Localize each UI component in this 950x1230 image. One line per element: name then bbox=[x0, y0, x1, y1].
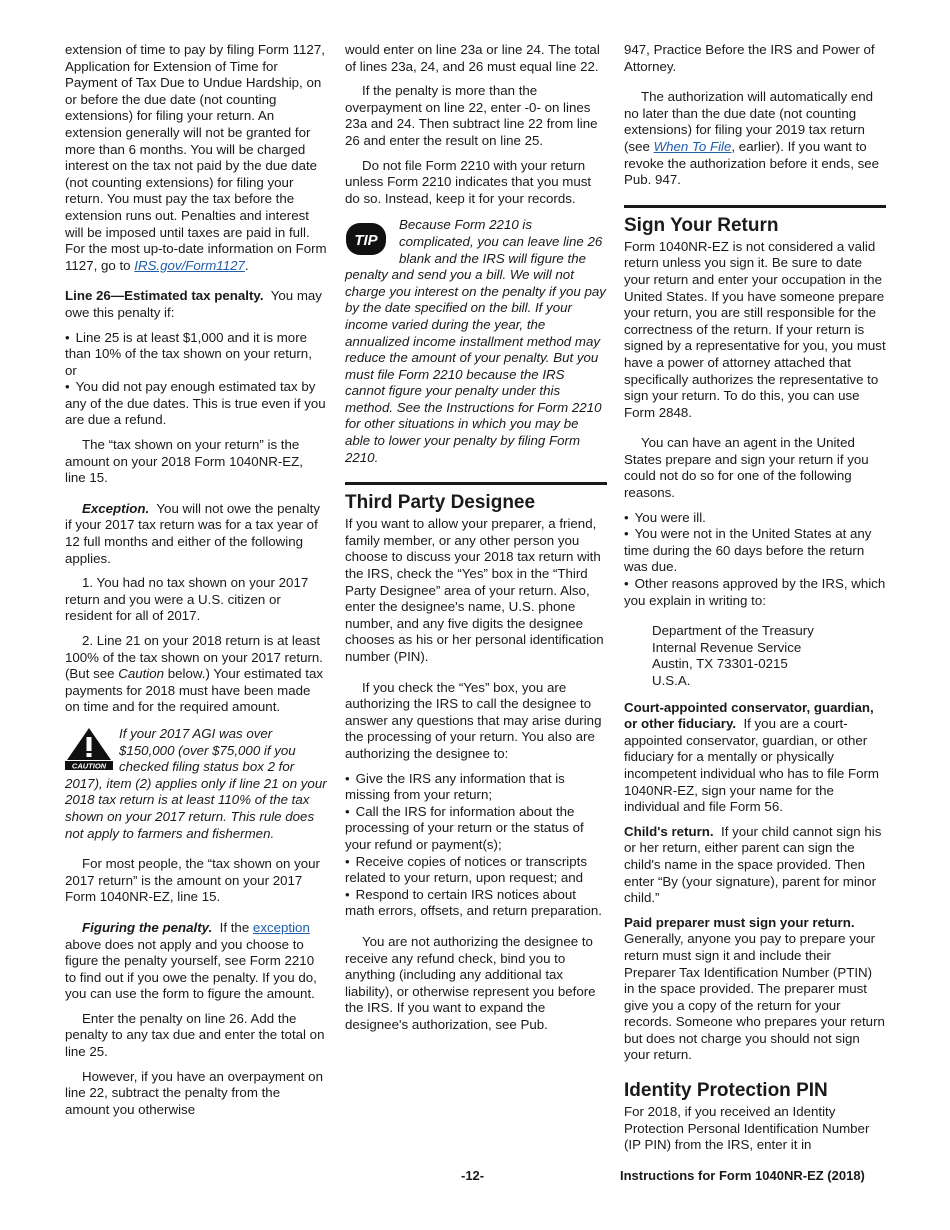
list-item: • You were ill. bbox=[624, 510, 886, 527]
paragraph: You can have an agent in the United States prepare and sign your return if you could not do so for one of the following reasons. bbox=[624, 435, 869, 501]
paragraph: For 2018, if you received an Identity Protection Personal Identification Number (IP PIN) from the IRS, enter it in bbox=[624, 1104, 870, 1153]
caution-icon bbox=[65, 726, 113, 770]
irs-address: Department of the Treasury Internal Revenue Service Austin, TX 73301-0215 U.S.A. bbox=[652, 623, 814, 688]
paid-preparer-paragraph: Paid preparer must sign your return. Generally, anyone you pay to prepare your return must sign it and include their Preparer Tax Identification Number (PTIN) in the space provided. The preparer must give you a copy of the return for your records. Someone who prepares your return but does not charge you should not sign your return. bbox=[624, 914, 885, 1063]
paragraph: However, if you have an overpayment on line 22, subtract the penalty from the amount you otherwise bbox=[65, 1068, 323, 1117]
figuring-heading: Figuring the penalty. bbox=[82, 919, 213, 935]
paragraph: For most people, the “tax shown on your 2017 return” is the amount on your 2017 Form 1040NR-EZ, line 15. bbox=[65, 856, 320, 905]
line26-paragraph: Line 26—Estimated tax penalty. You may owe this penalty if: bbox=[65, 288, 322, 320]
list-item: 2. Line 21 on your 2018 return is at least 100% of the tax shown on your 2017 return. (But see Caution below.) Your estimated tax payments for 2018 must have been made on time and for the required amount. bbox=[65, 633, 323, 715]
exception-paragraph: Exception. You will not owe the penalty if your 2017 tax return was for a tax year of 12 full months and either of the following applies. bbox=[65, 500, 321, 566]
third-party-designee-heading: Third Party Designee bbox=[345, 482, 607, 514]
paragraph: Enter the penalty on line 26. Add the penalty to any tax due and enter the total on line 25. bbox=[65, 1010, 325, 1060]
exception-link[interactable]: exception bbox=[252, 919, 310, 935]
list-item: • Receive copies of notices or transcripts related to your return, upon request; and bbox=[345, 854, 607, 887]
list-item: • Give the IRS any information that is missing from your return; bbox=[345, 771, 607, 804]
court-heading: Court-appointed conservator, guardian, or other fiduciary. bbox=[624, 699, 874, 732]
column-1 bbox=[65, 42, 327, 1126]
list-item: • Call the IRS for information about the processing of your return or the status of your refund or payment(s); bbox=[345, 804, 607, 854]
caution-note: CAUTION If your 2017 AGI was over $150,000 (over $75,000 if you checked filing status box 2 for 2017), item (2) applies only if line 21 on your 2018 tax return is at least 110% of the tax shown on your 2017 return. This rule does not apply to farmers and fishermen. bbox=[65, 725, 327, 841]
list-item: • Respond to certain IRS notices about math errors, offsets, and return preparation. bbox=[345, 887, 607, 920]
paragraph: Do not file Form 2210 with your return unless Form 2210 indicates that you must do so. Instead, keep it for your records. bbox=[345, 157, 592, 206]
paragraph: You are not authorizing the designee to receive any refund check, bind you to anything (including any additional tax liability), or otherwise represent you before the IRS. If you want to expand the designee's authorization, see Pub. bbox=[345, 933, 596, 1032]
irs-form1127-link[interactable]: IRS.gov/Form1127 bbox=[134, 257, 245, 273]
tip-icon bbox=[345, 217, 393, 261]
list-item: • You were not in the United States at any time during the 60 days before the return was due. bbox=[624, 526, 886, 576]
list-item: 1. You had no tax shown on your 2017 return and you were a U.S. citizen or resident for all of 2017. bbox=[65, 575, 309, 624]
sign-your-return-heading: Sign Your Return bbox=[624, 205, 886, 237]
paragraph: If you want to allow your preparer, a friend, family member, or any other person you choose to discuss your 2018 tax return with the IRS, check the “Yes” box in the “Third Party Designee” area of your return. Also, enter the designee's name, U.S. phone number, and any five digits the designee chooses as his or her personal identification number (PIN). bbox=[345, 516, 604, 664]
child-heading: Child's return. bbox=[624, 823, 714, 839]
paragraph: Form 1040NR-EZ is not considered a valid return unless you sign it. Be sure to date your return and enter your occupation in the United States. If you have someone prepare your return, you are still responsible for the correctness of the return. If your return is signed by a representative for you, you must have a power of attorney attached that specifically authorizes the representative to sign your return. To do this, you can use Form 2848. bbox=[624, 238, 886, 420]
figuring-paragraph: Figuring the penalty. If the exception above does not apply and you choose to figure the penalty yourself, see Form 2210 to find out if you owe the penalty. If you do, you can use the form to figure the amount. bbox=[65, 919, 317, 1002]
when-to-file-link[interactable]: When To File bbox=[653, 138, 732, 154]
paragraph: The authorization will automatically end no later than the due date (not counting extensions) for filing your 2019 tax return (see When To File, earlier). If you want to revoke the authorization before it ends, see Pub. 947. bbox=[624, 89, 880, 188]
line26-heading: Line 26—Estimated tax penalty. bbox=[65, 288, 264, 304]
column-3 bbox=[624, 42, 886, 1162]
identity-protection-pin-heading: Identity Protection PIN bbox=[624, 1080, 828, 1102]
paragraph: If you check the “Yes” box, you are authorizing the IRS to call the designee to answer any questions that may arise during the processing of your return. You also are authorizing the designee to: bbox=[345, 679, 602, 761]
child-paragraph: Child's return. If your child cannot sign his or her return, either parent can sign the child's name in the space provided. Then enter “By (your signature), parent for minor child.” bbox=[624, 823, 882, 906]
paragraph: 947, Practice Before the IRS and Power of Attorney. bbox=[624, 42, 875, 74]
court-paragraph: Court-appointed conservator, guardian, or other fiduciary. If you are a court-appointed conservator, guardian, or other fiduciary for a mentally or physically incompetent individual who has to file Form 1040NR-EZ, sign your name for the individual and file Form 56. bbox=[624, 699, 879, 815]
paragraph: extension of time to pay by filing Form 1127, Application for Extension of Time for Payment of Tax Due to Undue Hardship, on or before the due date (not counting extensions) for filing your return. An extension generally will not be granted for more than 6 months. You will be charged interest on the tax not paid by the due date (not counting extensions) for filing your return. You must pay the tax before the extension runs out. Penalties and interest will be imposed until taxes are paid in full. For the most up-to-date information on Form 1127, go to IRS.gov/Form1127. bbox=[65, 42, 327, 273]
tip-note: TIP Because Form 2210 is complicated, you can leave line 26 blank and the IRS will figure the penalty and send you a bill. We will not charge you interest on the penalty if you pay by the date specified on the bill. If your income varied during the year, the annualized income installment method may reduce the amount of your penalty. But you must file Form 2210 because the IRS cannot figure your penalty under this method. See the Instructions for Form 2210 for other situations in which you may be able to lower your penalty by filing Form 2210. bbox=[345, 217, 606, 465]
exception-heading: Exception. bbox=[82, 500, 150, 516]
tip-label: TIP bbox=[354, 232, 378, 250]
page-number: -12- bbox=[461, 1168, 485, 1183]
column-2 bbox=[345, 42, 607, 1041]
document-title: Instructions for Form 1040NR-EZ (2018) bbox=[620, 1168, 865, 1183]
paragraph: would enter on line 23a or line 24. The total of lines 23a, 24, and 26 must equal line 22. bbox=[345, 42, 600, 74]
paragraph: If the penalty is more than the overpayment on line 22, enter -0- on lines 23a and 24. Then subtract line 22 from line 26 and enter the result on line 25. bbox=[345, 83, 598, 148]
paragraph: The “tax shown on your return” is the amount on your 2018 Form 1040NR-EZ, line 15. bbox=[65, 437, 303, 486]
list-item: • Other reasons approved by the IRS, which you explain in writing to: bbox=[624, 576, 886, 609]
list-item: • Line 25 is at least $1,000 and it is more than 10% of the tax shown on your return, or bbox=[65, 330, 327, 380]
list-item: • You did not pay enough estimated tax by any of the due dates. This is true even if you are due a refund. bbox=[65, 379, 327, 429]
caution-label: CAUTION bbox=[71, 761, 107, 770]
paid-preparer-heading: Paid preparer must sign your return. bbox=[624, 914, 855, 930]
